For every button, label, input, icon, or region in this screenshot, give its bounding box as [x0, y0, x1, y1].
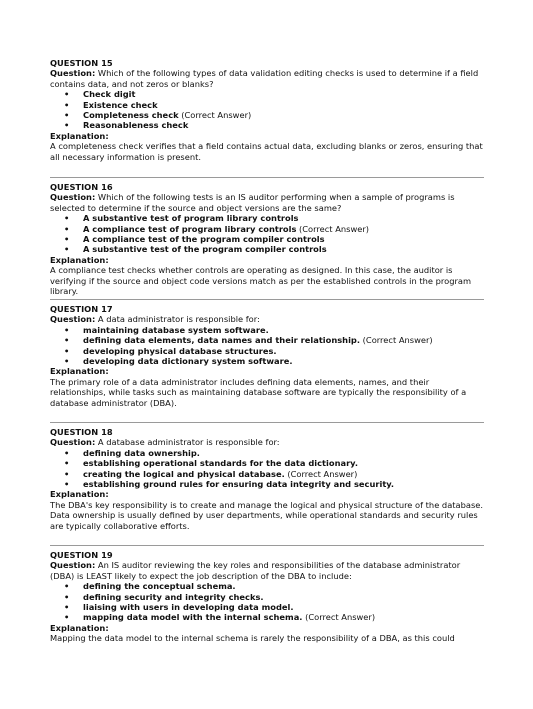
option-item — [50, 120, 484, 130]
question-stem — [50, 192, 484, 213]
option-text: A substantive test of program library controls — [83, 213, 299, 224]
explanation-text: The primary role of a data administrator includes defining data elements, names, and their relationships, while tasks such as maintaining database software are typically the responsibility of a database administrator (DBA). — [50, 376, 467, 408]
option-item — [50, 581, 484, 591]
question-stem — [50, 314, 484, 324]
question-label: Question: — [50, 560, 96, 571]
question-number: QUESTION 19 — [50, 550, 113, 560]
question-block-17 — [50, 304, 484, 408]
explanation-label: Explanation: — [50, 622, 109, 633]
option-text: establishing ground rules for ensuring data integrity and security. — [83, 479, 395, 490]
option-text: A substantive test of the program compiler controls — [83, 244, 327, 255]
option-item — [50, 213, 484, 223]
explanation-label: Explanation: — [50, 366, 109, 377]
option-text: defining the conceptual schema. — [83, 581, 236, 592]
explanation-text: Mapping the data model to the internal schema is rarely the responsibility of a DBA, as this could — [50, 633, 455, 644]
section-divider — [50, 545, 484, 546]
option-item — [50, 346, 484, 356]
option-item — [50, 224, 484, 234]
option-text: Reasonableness check — [83, 120, 189, 131]
option-text: defining data elements, data names and their relationship. — [83, 335, 361, 346]
options-list — [50, 89, 484, 131]
correct-answer-note: (Correct Answer) — [362, 335, 433, 346]
question-label: Question: — [50, 437, 96, 448]
correct-answer-note: (Correct Answer) — [305, 612, 376, 623]
option-item — [50, 356, 484, 366]
question-block-16 — [50, 182, 484, 296]
option-text: Completeness check — [83, 110, 179, 121]
question-number: QUESTION 17 — [50, 304, 113, 314]
option-item — [50, 100, 484, 110]
question-block-18 — [50, 427, 484, 531]
option-item — [50, 479, 484, 489]
option-text: Check digit — [83, 89, 136, 100]
section-divider — [50, 177, 484, 178]
option-text: liaising with users in developing data model. — [83, 602, 294, 613]
option-text: A compliance test of program library controls — [83, 223, 297, 234]
section-divider — [50, 299, 484, 300]
option-item — [50, 592, 484, 602]
explanation-label: Explanation: — [50, 130, 109, 141]
correct-answer-note: (Correct Answer) — [181, 110, 252, 121]
question-stem — [50, 437, 484, 447]
option-text: mapping data model with the internal schema. — [83, 612, 303, 623]
question-number: QUESTION 15 — [50, 58, 113, 68]
option-item — [50, 448, 484, 458]
options-list — [50, 448, 484, 490]
option-item — [50, 325, 484, 335]
question-number: QUESTION 18 — [50, 427, 113, 437]
section-divider — [50, 422, 484, 423]
option-item — [50, 110, 484, 120]
option-item — [50, 458, 484, 468]
correct-answer-note: (Correct Answer) — [299, 223, 369, 234]
question-block-19 — [50, 550, 484, 644]
option-text: defining data ownership. — [83, 447, 200, 458]
options-list — [50, 581, 484, 623]
option-item — [50, 602, 484, 612]
option-item — [50, 234, 484, 244]
option-text: establishing operational standards for the data dictionary. — [83, 458, 358, 469]
question-text: A database administrator is responsible for: — [97, 437, 280, 448]
question-stem — [50, 560, 484, 581]
option-text: developing data dictionary system software. — [83, 356, 293, 367]
explanation-text: A completeness check verifies that a field contains actual data, excluding blanks or zeros, ensuring that all necessary information is present. — [50, 141, 483, 162]
question-text: Which of the following tests is an IS auditor performing when a sample of programs is selected to determine if the source and object versions are the same? — [50, 192, 455, 213]
question-label: Question: — [50, 314, 96, 325]
question-text: Which of the following types of data validation editing checks is used to determine if a field contains data, and not zeros or blanks? — [50, 68, 479, 89]
option-item — [50, 335, 484, 345]
options-list — [50, 325, 484, 367]
question-text: A data administrator is responsible for: — [97, 314, 260, 325]
option-item — [50, 469, 484, 479]
option-item — [50, 89, 484, 99]
explanation-label: Explanation: — [50, 254, 109, 265]
option-text: A compliance test of the program compiler controls — [83, 234, 325, 245]
option-text: developing physical database structures. — [83, 345, 277, 356]
correct-answer-note: (Correct Answer) — [287, 468, 358, 479]
question-stem — [50, 68, 484, 89]
option-item — [50, 244, 484, 254]
option-text: maintaining database system software. — [83, 324, 269, 335]
question-label: Question: — [50, 192, 96, 203]
option-text: creating the logical and physical database. — [83, 468, 285, 479]
question-block-15 — [50, 58, 484, 162]
question-text: An IS auditor reviewing the key roles and responsibilities of the database administrator (DBA) is LEAST likely to expect the job description of the DBA to include: — [50, 560, 461, 581]
explanation-text: A compliance test checks whether controls are operating as designed. In this case, the auditor is verifying if the source and object code versions match as per the established controls in the program library. — [50, 265, 472, 297]
option-text: defining security and integrity checks. — [83, 591, 264, 602]
explanation-label: Explanation: — [50, 489, 109, 500]
question-label: Question: — [50, 68, 96, 79]
option-item — [50, 612, 484, 622]
explanation-text: The DBA's key responsibility is to create and manage the logical and physical structure of the database. Data ownership is usually defined by user departments, while operational standards and security rules are typically collaborative efforts. — [50, 499, 484, 531]
options-list — [50, 213, 484, 255]
question-number: QUESTION 16 — [50, 182, 113, 192]
option-text: Existence check — [83, 99, 158, 110]
